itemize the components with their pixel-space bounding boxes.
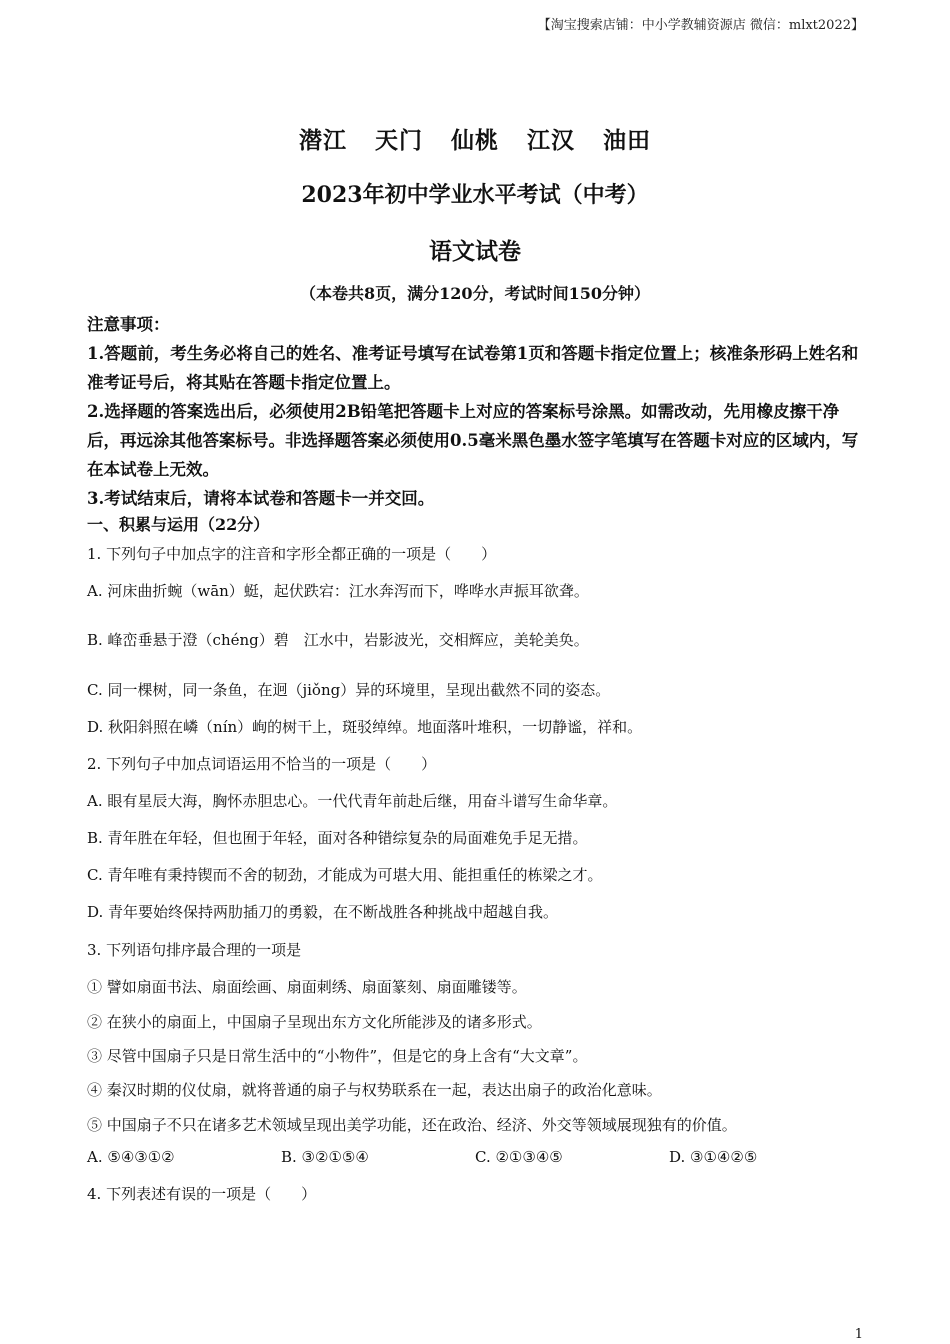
q3-sentence-4: ④ 秦汉时期的仪仗扇，就将普通的扇子与权势联系在一起，表达出扇子的政治化意味。	[87, 1081, 662, 1099]
q2-option-b: B. 青年胜在年轻，但也囿于年轻，面对各种错综复杂的局面难免手足无措。	[87, 829, 588, 847]
watermark-text: 【淘宝搜索店铺：中小学教辅资源店 微信：mlxt2022】	[537, 18, 864, 33]
region-tianmen: 天门	[375, 127, 423, 154]
region-youtian: 油田	[603, 127, 651, 154]
q3-sentence-3: ③ 尽管中国扇子只是日常生活中的“小物件”，但是它的身上含有“大文章”。	[87, 1047, 588, 1065]
q1-option-b: B. 峰峦垂悬于澄（chéng）碧 江水中，岩影波光，交相辉应，美轮美奂。	[87, 631, 589, 649]
q1-option-a: A. 河床曲折蜿（wān）蜓，起伏跌宕：江水奔泻而下，哗哗水声振耳欲聋。	[87, 582, 589, 600]
q3-stem: 3. 下列语句排序最合理的一项是	[87, 941, 302, 959]
page-number: 1	[854, 1327, 863, 1342]
notice-item-3: 3.考试结束后，请将本试卷和答题卡一并交回。	[87, 489, 435, 508]
q3-option-d: D. ③①④②⑤	[669, 1148, 758, 1166]
q2-option-d: D. 青年要始终保持两肋插刀的勇毅，在不断战胜各种挑战中超越自我。	[87, 903, 559, 921]
q3-option-c: C. ②①③④⑤	[475, 1148, 563, 1166]
q1-option-d: D. 秋阳斜照在嶙（nín）峋的树干上，斑驳绰绰。地面落叶堆积，一切静谧，祥和。	[87, 718, 643, 736]
notice-item-2: 2.选择题的答案选出后，必须使用2B铅笔把答题卡上对应的答案标号涂黑。如需改动，先用橡皮擦干净后，再远涂其他答案标号。非选择题答案必须使用0.5毫米黑色墨水签字笔填写在答题卡对应的区域内，写在本试卷上无效。	[87, 402, 859, 479]
subject-title: 语文试卷	[429, 238, 521, 265]
section-1-title: 一、积累与运用（22分）	[87, 515, 270, 534]
notice-item-1: 1.答题前，考生务必将自己的姓名、准考证号填写在试卷第1页和答题卡指定位置上；核准条形码上姓名和准考证号后，将其贴在答题卡指定位置上。	[87, 344, 859, 392]
q2-stem: 2. 下列句子中加点词语运用不恰当的一项是（ ）	[87, 755, 437, 773]
exam-info: （本卷共8页，满分120分，考试时间150分钟）	[300, 284, 650, 303]
q3-option-a: A. ⑤④③①②	[87, 1148, 175, 1166]
region-xiantao: 仙桃	[451, 127, 499, 154]
region-jianghan: 江汉	[527, 127, 575, 154]
region-qianjiang: 潜江	[299, 127, 347, 154]
q4-stem: 4. 下列表述有误的一项是（ ）	[87, 1185, 317, 1203]
exam-title: 2023年初中学业水平考试（中考）	[301, 182, 649, 208]
q3-sentence-2: ② 在狭小的扇面上，中国扇子呈现出东方文化所能涉及的诸多形式。	[87, 1013, 542, 1031]
q2-option-a: A. 眼有星辰大海，胸怀赤胆忠心。一代代青年前赴后继，用奋斗谱写生命华章。	[87, 792, 618, 810]
q2-option-c: C. 青年唯有秉持锲而不舍的韧劲，才能成为可堪大用、能担重任的栋梁之才。	[87, 866, 603, 884]
notice-section	[87, 310, 862, 513]
q3-sentence-5: ⑤ 中国扇子不只在诸多艺术领域呈现出美学功能，还在政治、经济、外交等领域展现独有的价值。	[87, 1116, 737, 1134]
q3-sentence-1: ① 譬如扇面书法、扇面绘画、扇面刺绣、扇面篆刻、扇面雕镂等。	[87, 978, 527, 996]
q1-option-c: C. 同一棵树，同一条鱼，在迥（jiǒng）异的环境里，呈现出截然不同的姿态。	[87, 681, 611, 699]
notice-heading: 注意事项：	[87, 315, 170, 334]
q3-option-b: B. ③②①⑤④	[281, 1148, 369, 1166]
q1-stem: 1. 下列句子中加点字的注音和字形全都正确的一项是（ ）	[87, 545, 497, 563]
regions-title	[0, 122, 950, 155]
